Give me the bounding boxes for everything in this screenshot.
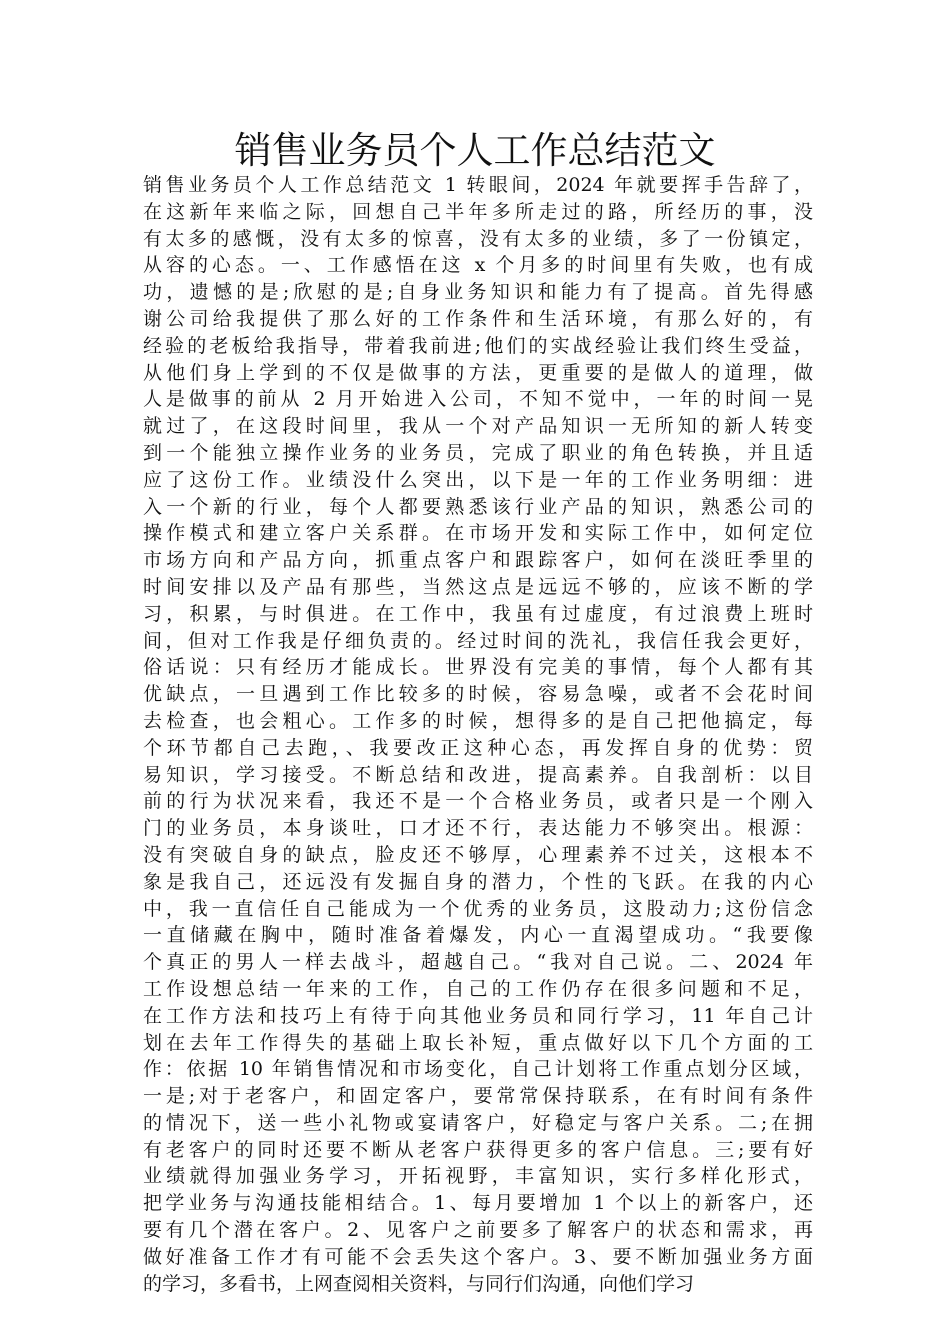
body-text-line: 一是;对于老客户，和固定客户，要常常保持联系，在有时间有条件: [143, 1085, 813, 1108]
body-text-line: 没有突破自身的缺点，脸皮还不够厚，心理素养不过关，这根本不: [143, 843, 813, 866]
body-text-line: 时间安排以及产品有那些，当然这点是远远不够的，应该不断的学: [143, 575, 813, 598]
body-text-line: 工作设想总结一年来的工作，自己的工作仍存在很多问题和不足，: [143, 977, 813, 1000]
body-text-line: 应了这份工作。业绩没什么突出，以下是一年的工作业务明细：进: [143, 468, 813, 491]
body-text-line: 经验的老板给我指导，带着我前进;他们的实战经验让我们终生受益，: [143, 334, 813, 357]
body-text-line: 易知识，学习接受。不断总结和改进，提高素养。自我剖析：以目: [143, 763, 813, 786]
body-text-line: 有老客户的同时还要不断从老客户获得更多的客户信息。三;要有好: [143, 1138, 813, 1161]
body-text-line: 谢公司给我提供了那么好的工作条件和生活环境，有那么好的，有: [143, 307, 813, 330]
body-text-line: 个环节都自己去跑，、我要改正这种心态，再发挥自身的优势：贸: [143, 736, 813, 759]
body-text-line: 从他们身上学到的不仅是做事的方法，更重要的是做人的道理，做: [143, 361, 813, 384]
body-text-line: 在工作方法和技巧上有待于向其他业务员和同行学习，11 年自己计: [143, 1004, 813, 1027]
body-text-line: 做好准备工作才有可能不会丢失这个客户。3、要不断加强业务方面: [143, 1245, 813, 1268]
body-text-line: 习，积累，与时俱进。在工作中，我虽有过虚度，有过浪费上班时: [143, 602, 813, 625]
body-text-line: 在这新年来临之际，回想自己半年多所走过的路，所经历的事，没: [143, 200, 813, 223]
body-text-line: 作：依据 10 年销售情况和市场变化，自己计划将工作重点划分区域，: [143, 1058, 813, 1081]
body-text-line: 门的业务员，本身谈吐，口才还不行，表达能力不够突出。根源：: [143, 817, 813, 840]
body-text-line: 销售业务员个人工作总结范文 1 转眼间，2024 年就要挥手告辞了，: [143, 174, 813, 196]
body-text-line: 中，我一直信任自己能成为一个优秀的业务员，这股动力;这份信念: [143, 897, 813, 920]
body-text-line: 象是我自己，还远没有发掘自身的潜力，个性的飞跃。在我的内心: [143, 870, 813, 893]
body-text-line: 入一个新的行业，每个人都要熟悉该行业产品的知识，熟悉公司的: [143, 495, 813, 518]
body-text-line: 人是做事的前从 2 月开始进入公司，不知不觉中，一年的时间一晃: [143, 388, 813, 411]
body-text-line: 市场方向和产品方向，抓重点客户和跟踪客户，如何在淡旺季里的: [143, 549, 813, 572]
body-text-line: 操作模式和建立客户关系群。在市场开发和实际工作中，如何定位: [143, 522, 813, 545]
body-text-line: 从容的心态。一、工作感悟在这 x 个月多的时间里有失败，也有成: [143, 254, 813, 277]
body-text-line: 的学习，多看书，上网查阅相关资料，与同行们沟通，向他们学习: [143, 1272, 695, 1295]
body-text-line: 前的行为状况来看，我还不是一个合格业务员，或者只是一个刚入: [143, 790, 813, 813]
body-text-line: 间，但对工作我是仔细负责的。经过时间的洗礼，我信任我会更好，: [143, 629, 813, 652]
body-text-line: 功，遗憾的是;欣慰的是;自身业务知识和能力有了提高。首先得感: [143, 281, 813, 304]
body-text-line: 俗话说：只有经历才能成长。世界没有完美的事情，每个人都有其: [143, 656, 813, 679]
body-text-line: 业绩就得加强业务学习，开拓视野，丰富知识，实行多样化形式，: [143, 1165, 813, 1188]
body-text-line: 要有几个潜在客户。2、见客户之前要多了解客户的状态和需求，再: [143, 1219, 813, 1242]
body-text-line: 去检查，也会粗心。工作多的时候，想得多的是自己把他搞定，每: [143, 709, 813, 732]
body-text-line: 划在去年工作得失的基础上取长补短，重点做好以下几个方面的工: [143, 1031, 813, 1054]
body-text-line: 的情况下，送一些小礼物或宴请客户，好稳定与客户关系。二;在拥: [143, 1111, 813, 1134]
body-text-line: 到一个能独立操作业务的业务员，完成了职业的角色转换，并且适: [143, 441, 813, 464]
body-text-line: 有太多的感慨，没有太多的惊喜，没有太多的业绩，多了一份镇定，: [143, 227, 813, 250]
body-text-line: 优缺点，一旦遇到工作比较多的时候，容易急噪，或者不会花时间: [143, 683, 813, 706]
document-body: [143, 172, 813, 1297]
body-text-line: 就过了，在这段时间里，我从一个对产品知识一无所知的新人转变: [143, 415, 813, 438]
body-text-line: 把学业务与沟通技能相结合。1、每月要增加 1 个以上的新客户，还: [143, 1192, 813, 1215]
body-text-line: 一直储藏在胸中，随时准备着爆发，内心一直渴望成功。“我要像: [143, 924, 813, 947]
body-text-line: 个真正的男人一样去战斗，超越自己。“我对自己说。二、2024 年: [143, 951, 813, 974]
document-title: 销售业务员个人工作总结范文: [234, 129, 716, 172]
